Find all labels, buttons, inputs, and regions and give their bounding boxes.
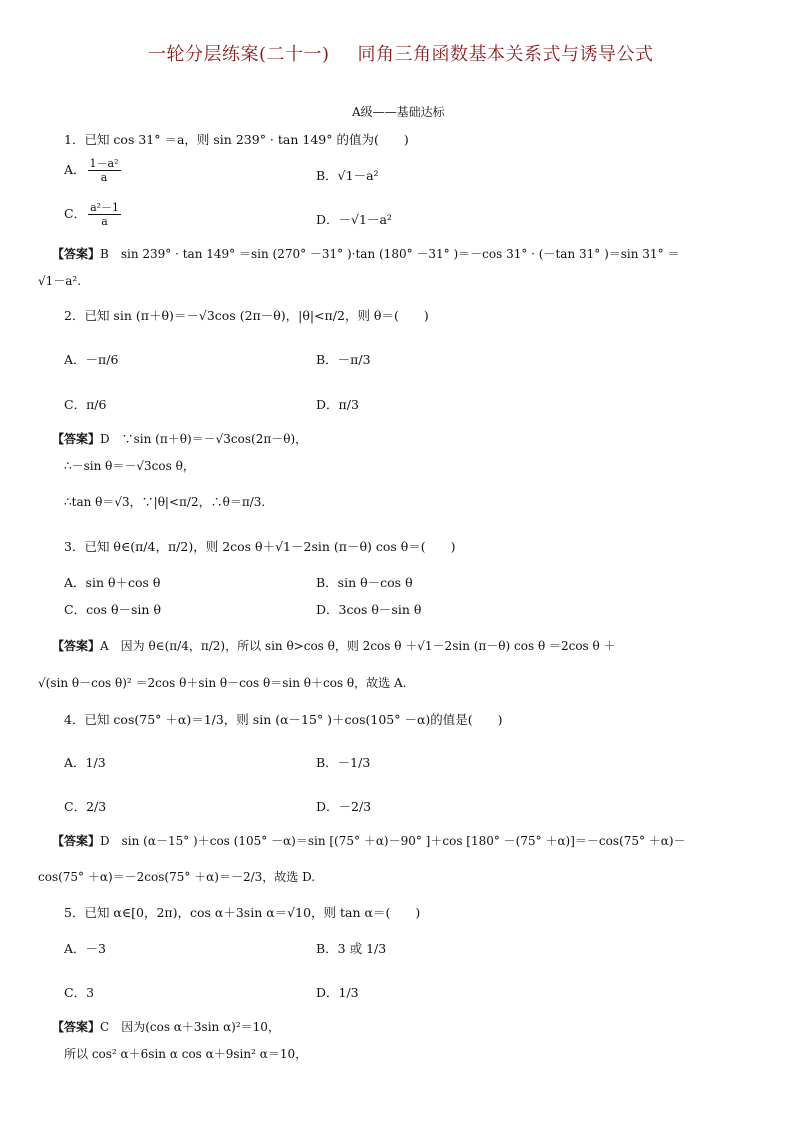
q5-option-b: B．3 或 1/3 <box>316 941 387 956</box>
q1-answer-line2: √1－a². <box>38 274 82 288</box>
q1-c-fraction <box>88 201 121 228</box>
q4-answer-text: D sin (α－15° )＋cos (105° －α)＝sin [(75° ＋α)－90° ]＋cos [180° －(75° ＋α)]＝－cos(75° ＋α)－ <box>100 834 686 848</box>
q5-answer-line2: 所以 cos² α＋6sin α cos α＋9sin² α＝10， <box>64 1047 308 1061</box>
q5-answer-label: 【答案】 <box>52 1020 101 1034</box>
q3-answer-line2: √(sin θ－cos θ)² ＝2cos θ＋sin θ－cos θ＝sin θ＋cos θ，故选 A. <box>38 676 407 690</box>
q2-option-a: A．－π/6 <box>64 352 119 367</box>
q1-answer-line1 <box>52 245 679 262</box>
q4-option-c: C．2/3 <box>64 799 107 814</box>
q5-option-a: A．－3 <box>64 941 106 956</box>
q1-option-b: B．√1－a² <box>316 168 379 183</box>
q3-option-b: B．sin θ－cos θ <box>316 575 413 590</box>
q2-answer-line1 <box>52 430 307 447</box>
q1-a-label: A． <box>64 162 86 177</box>
q1-c-label: C． <box>64 206 87 221</box>
q4-option-b: B．－1/3 <box>316 755 371 770</box>
q1-a-num: 1－a² <box>89 157 119 170</box>
q4-option-d: D．－2/3 <box>316 799 372 814</box>
q2-answer-line2: ∴－sin θ＝－√3cos θ， <box>64 459 195 473</box>
q3-stem: 3．已知 θ∈(π/4，π/2)，则 2cos θ＋√1－2sin (π－θ) cos θ＝( ) <box>64 539 456 554</box>
q4-answer-line2: cos(75° ＋α)＝－2cos(75° ＋α)＝－2/3，故选 D. <box>38 870 316 884</box>
q1-option-d: D．－√1－a² <box>316 212 392 227</box>
q3-answer-text: A 因为 θ∈(π/4，π/2)，所以 sin θ>cos θ，则 2cos θ ＋√1－2sin (π－θ) cos θ ＝2cos θ ＋ <box>100 639 616 653</box>
q2-answer-line3: ∴tan θ＝√3，∵|θ|<π/2，∴θ＝π/3. <box>64 495 266 509</box>
q5-stem: 5．已知 α∈[0，2π)，cos α＋3sin α＝√10，则 tan α＝( ) <box>64 905 421 920</box>
q1-c-num: a²－1 <box>90 201 120 214</box>
q4-answer-line1 <box>52 832 686 849</box>
q1-option-c <box>64 201 123 228</box>
q1-a-den: a <box>100 171 108 184</box>
q2-answer-label: 【答案】 <box>52 432 101 446</box>
q5-answer-text: C 因为(cos α＋3sin α)²＝10， <box>100 1020 280 1034</box>
q5-option-d: D．1/3 <box>316 985 359 1000</box>
q1-answer-text: B sin 239° · tan 149° ＝sin (270° －31° )·tan (180° －31° )＝－cos 31° · (－tan 31° )＝sin 31° ＝ <box>100 247 680 261</box>
q2-stem: 2．已知 sin (π＋θ)＝－√3cos (2π－θ)，|θ|<π/2，则 θ＝( ) <box>64 308 429 323</box>
q4-answer-label: 【答案】 <box>52 834 101 848</box>
q2-option-d: D．π/3 <box>316 397 359 412</box>
page-title <box>148 40 682 66</box>
q3-answer-line1 <box>52 637 616 654</box>
q3-option-d: D．3cos θ－sin θ <box>316 602 422 617</box>
q3-option-a: A．sin θ＋cos θ <box>64 575 161 590</box>
q2-option-b: B．－π/3 <box>316 352 371 367</box>
q2-option-c: C．π/6 <box>64 397 107 412</box>
q1-answer-label: 【答案】 <box>52 247 101 261</box>
q2-answer-text: D ∵sin (π＋θ)＝－√3cos(2π－θ)， <box>100 432 308 446</box>
q4-option-a: A．1/3 <box>64 755 106 770</box>
q1-a-fraction <box>88 157 121 184</box>
title-right: 同角三角函数基本关系式与诱导公式 <box>357 44 654 65</box>
q3-answer-label: 【答案】 <box>52 639 101 653</box>
q1-stem: 1．已知 cos 31° ＝a，则 sin 239° · tan 149° 的值为( ) <box>64 132 409 147</box>
q3-option-c: C．cos θ－sin θ <box>64 602 161 617</box>
q4-stem: 4．已知 cos(75° ＋α)＝1/3，则 sin (α－15° )＋cos(105° －α)的值是( ) <box>64 712 503 727</box>
title-left: 一轮分层练案(二十一) <box>148 44 330 65</box>
section-heading: A级——基础达标 <box>352 105 445 119</box>
q1-c-den: a <box>101 215 108 228</box>
q1-option-a <box>64 157 123 184</box>
q5-option-c: C．3 <box>64 985 95 1000</box>
q5-answer-line1 <box>52 1018 280 1035</box>
